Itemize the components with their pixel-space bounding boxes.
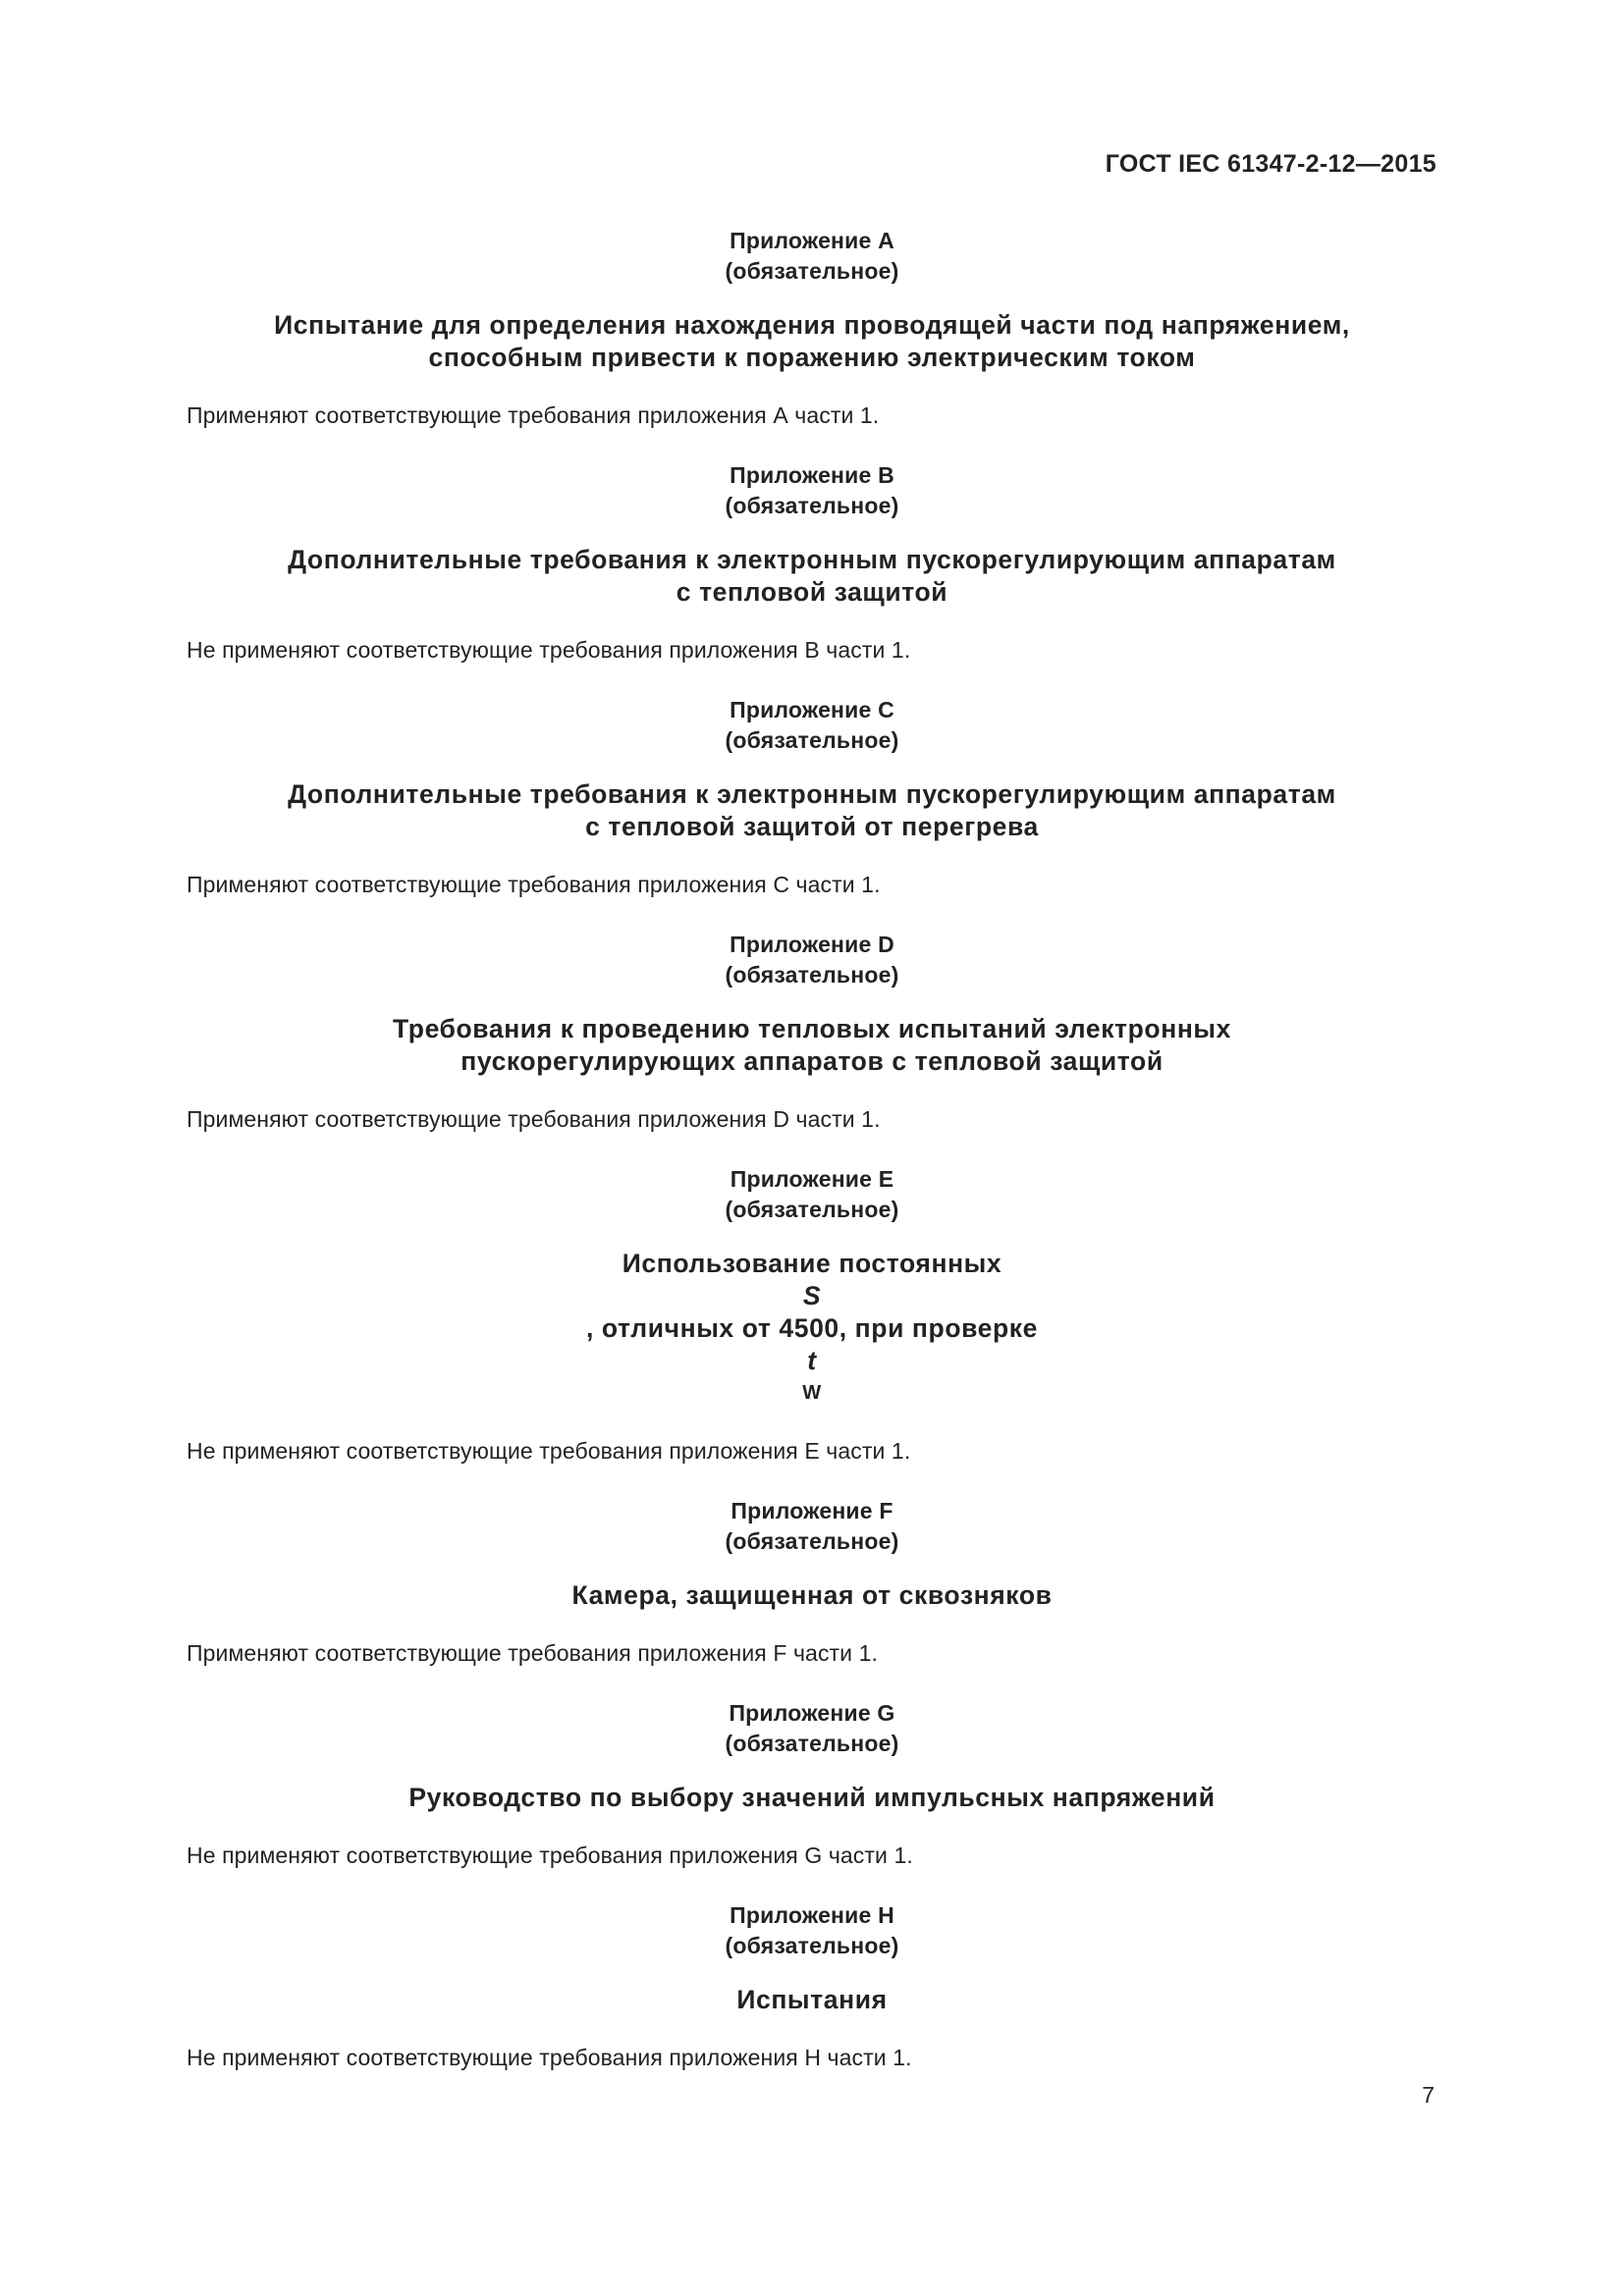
annex-title-line: с тепловой защитой от перегрева xyxy=(585,812,1039,841)
annex-title-line: пускорегулирующих аппаратов с тепловой защитой xyxy=(460,1046,1164,1076)
annex-status: (обязательное) xyxy=(725,727,899,753)
annex-title-text: , отличных от 4500, при проверке xyxy=(586,1313,1038,1343)
page-number: 7 xyxy=(1422,2082,1435,2108)
annex-g xyxy=(187,1698,1437,1870)
annex-status: (обязательное) xyxy=(725,258,899,284)
symbol-s: S xyxy=(802,1281,822,1310)
annex-title xyxy=(187,1579,1437,1612)
annex-title-line: способным привести к поражению электрическим током xyxy=(428,343,1196,372)
annex-label: Приложение А xyxy=(730,228,894,253)
annex-status: (обязательное) xyxy=(725,1731,899,1756)
annex-title-line: Требования к проведению тепловых испытаний электронных xyxy=(393,1014,1231,1043)
annex-title xyxy=(187,778,1437,843)
annex-title xyxy=(187,1782,1437,1814)
annex-h xyxy=(187,1900,1437,2072)
annex-title xyxy=(187,1984,1437,2016)
annex-status: (обязательное) xyxy=(725,1197,899,1222)
annex-status: (обязательное) xyxy=(725,493,899,518)
symbol-t: t xyxy=(807,1346,817,1375)
annex-label: Приложение В xyxy=(730,462,894,488)
annex-label: Приложение F xyxy=(731,1498,893,1523)
annex-status: (обязательное) xyxy=(725,1933,899,1958)
annex-title-line: с тепловой защитой xyxy=(676,577,948,607)
annex-title xyxy=(187,309,1437,374)
annex-text: Применяют соответствующие требования приложения А части 1. xyxy=(187,402,880,428)
annex-b xyxy=(187,460,1437,665)
annex-text: Не применяют соответствующие требования приложения G части 1. xyxy=(187,1842,913,1868)
annex-label: Приложение С xyxy=(730,697,894,722)
document-code: ГОСТ IEC 61347-2-12—2015 xyxy=(1105,150,1436,178)
annex-title xyxy=(187,1013,1437,1078)
annex-label: Приложение Е xyxy=(730,1166,894,1192)
symbol-t-subscript: W xyxy=(802,1382,822,1404)
annex-text: Не применяют соответствующие требования приложения В части 1. xyxy=(187,637,911,663)
annex-label: Приложение G xyxy=(729,1700,895,1726)
annex-title-line: Руководство по выбору значений импульсных напряжений xyxy=(408,1783,1216,1812)
annex-title-line xyxy=(187,1248,1437,1410)
annex-text: Применяют соответствующие требования приложения С части 1. xyxy=(187,872,881,897)
annex-text: Применяют соответствующие требования приложения D части 1. xyxy=(187,1106,881,1132)
annex-d xyxy=(187,930,1437,1134)
annex-text: Не применяют соответствующие требования приложения Н части 1. xyxy=(187,2045,912,2070)
annex-title-line: Дополнительные требования к электронным пускорегулирующим аппаратам xyxy=(288,779,1336,809)
annex-list xyxy=(187,226,1437,2103)
annex-e xyxy=(187,1164,1437,1466)
annex-a xyxy=(187,226,1437,430)
annex-label: Приложение Н xyxy=(730,1902,894,1928)
annex-label: Приложение D xyxy=(730,932,894,957)
annex-title-line: Дополнительные требования к электронным пускорегулирующим аппаратам xyxy=(288,545,1336,574)
annex-title-line: Камера, защищенная от сквозняков xyxy=(571,1580,1053,1610)
annex-text: Не применяют соответствующие требования приложения Е части 1. xyxy=(187,1438,911,1464)
annex-title-text: Использование постоянных xyxy=(622,1249,1002,1278)
annex-status: (обязательное) xyxy=(725,1528,899,1554)
annex-f xyxy=(187,1496,1437,1668)
annex-text: Применяют соответствующие требования приложения F части 1. xyxy=(187,1640,878,1666)
annex-title-line: Испытания xyxy=(736,1985,888,2014)
annex-title-line: Испытание для определения нахождения проводящей части под напряжением, xyxy=(274,310,1350,340)
annex-status: (обязательное) xyxy=(725,962,899,988)
annex-title xyxy=(187,1248,1437,1410)
annex-c xyxy=(187,695,1437,899)
annex-title xyxy=(187,544,1437,609)
